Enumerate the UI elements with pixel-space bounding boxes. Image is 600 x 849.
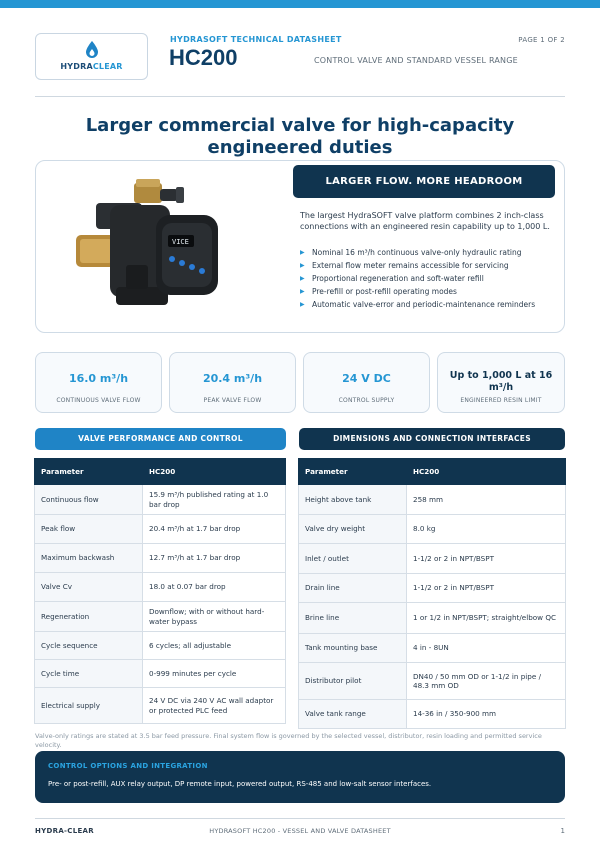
table-cell: Maximum backwash <box>35 544 143 573</box>
metric-value: 24 V DC <box>342 372 391 385</box>
table-row <box>299 515 566 544</box>
logo-wordmark <box>36 62 147 71</box>
top-accent-bar <box>0 0 600 8</box>
table-cell: 6 cycles; all adjustable <box>143 632 286 660</box>
bullet-icon: ▶ <box>300 249 305 256</box>
table-row <box>35 544 286 573</box>
table-cell: Electrical supply <box>35 688 143 724</box>
table-cell: 258 mm <box>407 485 566 515</box>
table-cell: Tank mounting base <box>299 634 407 663</box>
list-item <box>300 259 560 272</box>
table-cell: Brine line <box>299 603 407 634</box>
metric-label: CONTROL SUPPLY <box>338 397 395 404</box>
feature-text: Proportional regeneration and soft-water refill <box>312 274 484 283</box>
table-header-row <box>35 459 286 485</box>
table-cell: 20.4 m³/h at 1.7 bar drop <box>143 515 286 544</box>
table-cell: 24 V DC via 240 V AC wall adaptor or protected PLC feed <box>143 688 286 724</box>
table-header-row <box>299 459 566 485</box>
table-cell: Continuous flow <box>35 485 143 515</box>
metric-continuous-flow <box>35 352 162 413</box>
list-item <box>300 285 560 298</box>
table-row <box>299 634 566 663</box>
table-cell: 1-1/2 or 2 in NPT/BSPT <box>407 574 566 603</box>
footer-page-number: 1 <box>560 827 565 835</box>
column-header: Parameter <box>299 459 407 485</box>
hero-tagline: LARGER FLOW. MORE HEADROOM <box>293 165 555 198</box>
table-cell: Cycle sequence <box>35 632 143 660</box>
table-cell: Distributor pilot <box>299 663 407 700</box>
logo-word-b: CLEAR <box>92 62 123 71</box>
bullet-icon: ▶ <box>300 301 305 308</box>
table-cell: Cycle time <box>35 660 143 688</box>
table-cell: 1-1/2 or 2 in NPT/BSPT <box>407 544 566 574</box>
table-cell: Regeneration <box>35 602 143 632</box>
table-cell: 14-36 in / 350-900 mm <box>407 700 566 729</box>
footnote: Valve-only ratings are stated at 3.5 bar feed pressure. Final system flow is governed by the selected vessel, distributor, resin loading and permitted service velocity. <box>35 732 542 749</box>
table-cell: 1 or 1/2 in NPT/BSPT; straight/elbow QC <box>407 603 566 634</box>
table-cell: Drain line <box>299 574 407 603</box>
feature-text: Nominal 16 m³/h continuous valve-only hydraulic rating <box>312 248 522 257</box>
table-row <box>35 688 286 724</box>
metric-label: ENGINEERED RESIN LIMIT <box>460 397 542 404</box>
bullet-icon: ▶ <box>300 288 305 295</box>
table-cell: Valve dry weight <box>299 515 407 544</box>
bullet-icon: ▶ <box>300 275 305 282</box>
list-item <box>300 272 560 285</box>
table-cell: 18.0 at 0.07 bar drop <box>143 573 286 602</box>
table-row <box>35 632 286 660</box>
table-cell: 15.9 m³/h published rating at 1.0 bar drop <box>143 485 286 515</box>
feature-text: Automatic valve-error and periodic-maintenance reminders <box>312 300 536 309</box>
table-cell: 4 in - 8UN <box>407 634 566 663</box>
metric-label: CONTINUOUS VALVE FLOW <box>56 397 141 404</box>
doc-subtitle: CONTROL VALVE AND STANDARD VESSEL RANGE <box>314 56 518 65</box>
bullet-icon: ▶ <box>300 262 305 269</box>
valve-display-text: VICE <box>172 238 189 246</box>
table-cell: Height above tank <box>299 485 407 515</box>
table-row <box>299 574 566 603</box>
dimensions-section-heading: DIMENSIONS AND CONNECTION INTERFACES <box>299 428 565 450</box>
model-title: HC200 <box>169 45 238 70</box>
table-row <box>35 660 286 688</box>
table-cell: 0-999 minutes per cycle <box>143 660 286 688</box>
table-cell: Downflow; with or without hard-water bypass <box>143 602 286 632</box>
table-row <box>35 602 286 632</box>
metric-value: 16.0 m³/h <box>68 372 129 385</box>
valve-product-image <box>76 175 226 315</box>
hero-intro: The largest HydraSOFT valve platform combines 2 inch-class connections with an engineered resin capability up to 1,000 L. <box>300 211 550 231</box>
page-headline: Larger commercial valve for high-capacity engineered duties <box>85 115 515 158</box>
table-row <box>35 515 286 544</box>
metric-resin-limit <box>437 352 565 413</box>
brand-logo <box>35 33 148 80</box>
feature-list <box>300 246 560 311</box>
water-drop-icon <box>85 41 99 59</box>
metric-value: 20.4 m³/h <box>202 372 263 385</box>
footer-brand: HYDRA-CLEAR <box>35 827 94 835</box>
table-row <box>299 663 566 700</box>
column-header: Parameter <box>35 459 143 485</box>
dimensions-table <box>298 458 566 729</box>
table-row <box>299 485 566 515</box>
table-row <box>35 485 286 515</box>
list-item <box>300 298 560 311</box>
page-number: PAGE 1 OF 2 <box>518 36 565 44</box>
table-cell: Valve tank range <box>299 700 407 729</box>
feature-text: External flow meter remains accessible for servicing <box>312 261 509 270</box>
metric-peak-flow <box>169 352 296 413</box>
header-divider <box>35 96 565 97</box>
table-row <box>299 700 566 729</box>
metric-control-supply <box>303 352 430 413</box>
table-cell: Peak flow <box>35 515 143 544</box>
metric-value: Up to 1,000 L at 16 m³/h <box>449 370 553 393</box>
table-row <box>299 603 566 634</box>
table-cell: 12.7 m³/h at 1.7 bar drop <box>143 544 286 573</box>
table-row <box>299 544 566 574</box>
table-cell: Inlet / outlet <box>299 544 407 574</box>
column-header: HC200 <box>143 459 286 485</box>
integration-text: Pre- or post-refill, AUX relay output, DP remote input, powered output, RS-485 and low-salt sensor interfaces. <box>48 780 432 788</box>
table-cell: 8.0 kg <box>407 515 566 544</box>
feature-text: Pre-refill or post-refill operating modes <box>312 287 457 296</box>
footer-divider <box>35 818 565 819</box>
table-row <box>35 573 286 602</box>
logo-word-a: HYDRA <box>60 62 93 71</box>
integration-panel <box>35 751 565 803</box>
performance-section-heading: VALVE PERFORMANCE AND CONTROL <box>35 428 286 450</box>
doc-kicker: HYDRASOFT TECHNICAL DATASHEET <box>170 35 342 44</box>
table-cell: Valve Cv <box>35 573 143 602</box>
table-cell: DN40 / 50 mm OD or 1-1/2 in pipe / 48.3 mm OD <box>407 663 566 700</box>
list-item <box>300 246 560 259</box>
integration-title: CONTROL OPTIONS AND INTEGRATION <box>48 762 208 770</box>
metric-label: PEAK VALVE FLOW <box>203 397 262 404</box>
footer-title: HYDRASOFT HC200 - VESSEL AND VALVE DATASHEET <box>209 827 391 835</box>
performance-table <box>34 458 286 724</box>
column-header: HC200 <box>407 459 566 485</box>
